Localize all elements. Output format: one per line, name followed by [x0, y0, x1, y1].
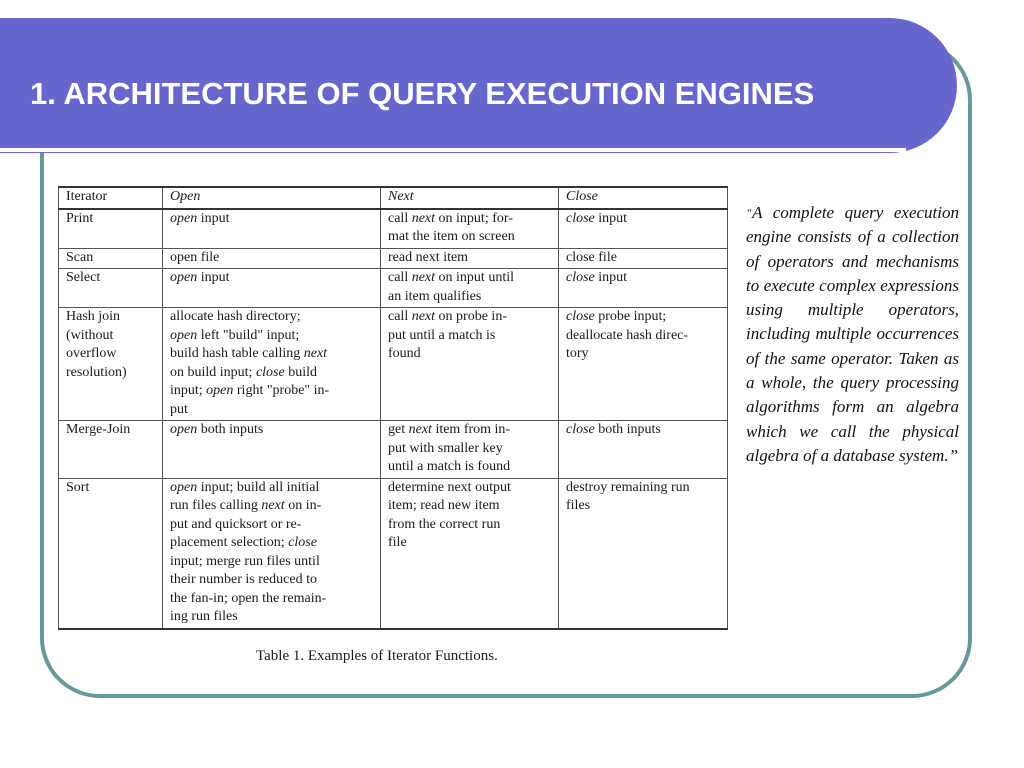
cell-line: ing run files — [170, 609, 238, 624]
cell-line: tory — [566, 346, 589, 361]
cell-line: from the correct run — [388, 516, 501, 532]
cell-line: an item qualifies — [388, 288, 482, 304]
cell-line: build hash table calling next — [170, 346, 328, 361]
cell-line: call next on input until — [388, 270, 514, 285]
cell-open — [163, 308, 381, 421]
cell-line: put until a match is — [388, 327, 496, 343]
cell-line: open input; build all initial — [170, 479, 320, 495]
cell-close — [559, 478, 728, 629]
header-open: Open — [163, 187, 381, 209]
cell-line: open left "build" input; — [170, 327, 300, 343]
cell-open — [163, 478, 381, 629]
italic-term: close — [566, 422, 595, 437]
cell-line: found — [388, 346, 421, 361]
cell-line: run files calling next on in- — [170, 498, 322, 513]
iterator-functions-table — [58, 186, 728, 630]
header-iterator: Iterator — [59, 187, 163, 209]
cell-iterator — [59, 269, 163, 308]
quote-body: A complete query execution engine consists of a collection of operators and mechanisms to execute complex expressions using multiple operators, including multiple occurrences of the same operator. Taken as a whole, the query processing algorithms form an algebra which we call the physical algebra of a database system.” — [746, 203, 959, 465]
italic-term: next — [408, 422, 432, 437]
table-caption: Table 1. Examples of Iterator Functions. — [256, 648, 498, 664]
cell-line: destroy remaining run — [566, 479, 690, 495]
cell-open — [163, 421, 381, 479]
cell-line: resolution) — [66, 364, 127, 380]
cell-line: determine next output — [388, 479, 511, 495]
cell-close — [559, 308, 728, 421]
cell-line: deallocate hash direc- — [566, 327, 689, 343]
italic-term: close — [566, 309, 595, 324]
italic-term: open — [170, 479, 198, 495]
cell-line: the fan-in; open the remain- — [170, 590, 327, 606]
cell-line: open input — [170, 270, 230, 285]
cell-close — [559, 421, 728, 479]
cell-line: open file — [170, 249, 220, 265]
cell-line: call next on input; for- — [388, 210, 513, 226]
cell-close — [559, 269, 728, 308]
table-body — [59, 209, 728, 629]
cell-close — [559, 248, 728, 269]
table-header-row — [59, 187, 728, 209]
cell-line: files — [566, 498, 591, 513]
italic-term: next — [411, 309, 436, 324]
cell-next — [381, 478, 559, 629]
table-row — [59, 269, 728, 308]
italic-term: open — [170, 327, 198, 343]
cell-line: their number is reduced to — [170, 572, 317, 587]
cell-line: open input — [170, 210, 230, 226]
cell-open — [163, 248, 381, 269]
cell-line: read next item — [388, 249, 469, 265]
cell-next — [381, 308, 559, 421]
cell-line: close both inputs — [566, 422, 661, 437]
cell-iterator — [59, 421, 163, 479]
cell-line: call next on probe in- — [388, 309, 507, 324]
italic-term: open — [170, 210, 198, 226]
cell-line: Hash join — [66, 309, 121, 324]
cell-line: file — [388, 535, 407, 550]
cell-next — [381, 248, 559, 269]
cell-line: on build input; close build — [170, 364, 317, 380]
cell-open — [163, 209, 381, 249]
italic-term: open — [170, 422, 198, 437]
table-row — [59, 421, 728, 479]
italic-term: close — [566, 270, 595, 285]
title-bar — [0, 18, 957, 153]
cell-line: input; merge run files until — [170, 553, 320, 569]
cell-next — [381, 421, 559, 479]
cell-close — [559, 209, 728, 249]
cell-iterator — [59, 478, 163, 629]
cell-line: Scan — [66, 249, 94, 265]
cell-line: until a match is found — [388, 459, 511, 474]
cell-iterator — [59, 248, 163, 269]
cell-line: (without — [66, 327, 114, 343]
cell-line: close input — [566, 210, 628, 226]
cell-line: Merge-Join — [66, 422, 131, 437]
header-close: Close — [559, 187, 728, 209]
cell-line: get next item from in- — [388, 422, 511, 437]
italic-term: close — [255, 364, 285, 380]
cell-line: close probe input; — [566, 309, 667, 324]
cell-next — [381, 209, 559, 249]
quote-open-mark: “ — [746, 207, 753, 219]
table-row — [59, 248, 728, 269]
cell-line: Print — [66, 210, 94, 226]
italic-term: open — [206, 383, 234, 398]
cell-line: put — [170, 401, 188, 417]
cell-iterator — [59, 209, 163, 249]
italic-term: close — [566, 210, 595, 226]
cell-line: overflow — [66, 346, 117, 361]
italic-term: next — [303, 346, 328, 361]
italic-term: close — [288, 535, 317, 550]
cell-next — [381, 269, 559, 308]
table-row — [59, 308, 728, 421]
cell-line: put and quicksort or re- — [170, 516, 302, 532]
italic-term: next — [261, 498, 285, 513]
table-row — [59, 478, 728, 629]
cell-line: item; read new item — [388, 498, 500, 513]
slide-title: 1. ARCHITECTURE OF QUERY EXECUTION ENGINES — [30, 76, 815, 111]
italic-term: open — [170, 270, 198, 285]
cell-line: close input — [566, 270, 628, 285]
cell-line: close file — [566, 249, 617, 265]
cell-open — [163, 269, 381, 308]
table-row — [59, 209, 728, 249]
italic-term: next — [411, 270, 436, 285]
cell-line: input; open right "probe" in- — [170, 383, 330, 398]
cell-line: Select — [66, 270, 101, 285]
italic-term: next — [411, 210, 436, 226]
cell-line: placement selection; close — [170, 535, 317, 550]
cell-iterator — [59, 308, 163, 421]
cell-line: mat the item on screen — [388, 229, 515, 244]
cell-line: Sort — [66, 479, 90, 495]
quote-text — [746, 201, 959, 468]
cell-line: put with smaller key — [388, 440, 503, 456]
header-next: Next — [381, 187, 559, 209]
cell-line: open both inputs — [170, 422, 264, 437]
cell-line: allocate hash directory; — [170, 309, 301, 324]
title-underline — [0, 148, 906, 152]
